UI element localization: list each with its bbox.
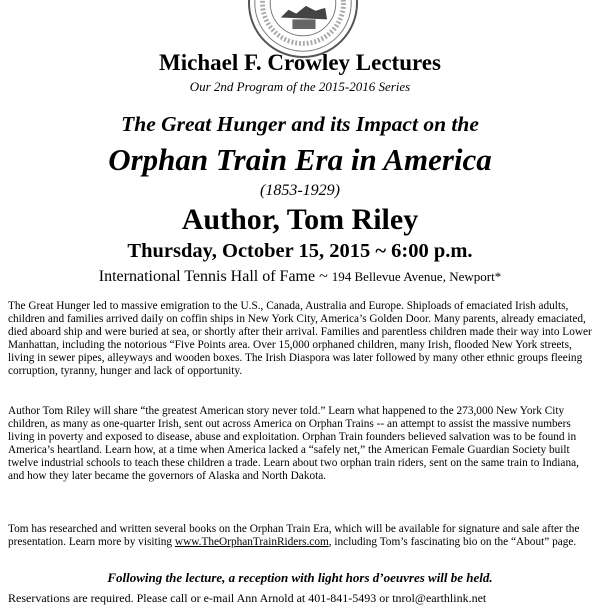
orphan-train-riders-link[interactable]: www.TheOrphanTrainRiders.com xyxy=(174,536,329,549)
event-title-line1: The Great Hunger and its Impact on the xyxy=(121,112,479,136)
body-paragraph-great-hunger: The Great Hunger led to massive emigration to the U.S., Canada, Australia and Europe. Shiploads of emaciated Irish adults, children and families arrived daily on coffin ships in New York City, America’s Golden Door. Many parents, already emaciated, died aboard ship and were buried at sea, or shortly after their arrival. Families and parentless children made their way into Lower Manhattan, including the notorious “Five Points area. Over 15,000 orphaned children, many Irish, flooded New York streets, living in sewer pipes, alleyways and wooden boxes. The Irish Diaspora was later followed by many other ethnic groups fleeing corruption, tyranny, hunger and lack of opportunity. xyxy=(8,300,592,378)
reservations-note: Reservations are required. Please call or e-mail Ann Arnold at 401-841-5493 or tnrol@earthlink.net xyxy=(8,591,487,605)
event-datetime: Thursday, October 15, 2015 ~ 6:00 p.m. xyxy=(127,240,473,262)
seal-emblem-icon xyxy=(250,0,356,56)
series-subtitle: Our 2nd Program of the 2015-2016 Series xyxy=(189,79,411,94)
body-paragraph-orphan-trains: Author Tom Riley will share “the greatest American story never told.” Learn what happened to the 273,000 New York City children, as many as one-quarter Irish, sent out across America on Orphan Trains -- an attempt to assist the massive numbers living in poverty and exposed to disease, abuse and exploitation. Orphan Train founders believed salvation was to be found in America’s heartland. Learn how, at a time when America lacked a “safely net,” the American Female Guardian Society built twelve industrial schools to teach these children a trade. Learn about two orphan train riders, sent on the same train to Indiana, and how they later became the governors of Alaska and North Dakota. xyxy=(8,405,579,483)
author-name: Author, Tom Riley xyxy=(181,203,419,236)
event-title-line2: Orphan Train Era in America xyxy=(108,142,492,177)
series-title: Michael F. Crowley Lectures xyxy=(159,50,441,75)
venue-address: 194 Bellevue Avenue, Newport* xyxy=(331,269,502,284)
body-paragraph-books xyxy=(8,523,594,549)
books-text-end: , including Tom’s fascinating bio on the “About” page. xyxy=(328,536,577,549)
event-years: (1853-1929) xyxy=(260,182,340,199)
venue-name: International Tennis Hall of Fame ~ xyxy=(98,268,332,285)
books-text: Tom has researched and written several books on the Orphan Train Era, which will be available for signature and sale after the presentation. Learn more by visiting xyxy=(8,523,580,549)
reception-note: Following the lecture, a reception with light hors d’oeuvres will be held. xyxy=(107,570,493,585)
event-venue xyxy=(0,268,600,286)
